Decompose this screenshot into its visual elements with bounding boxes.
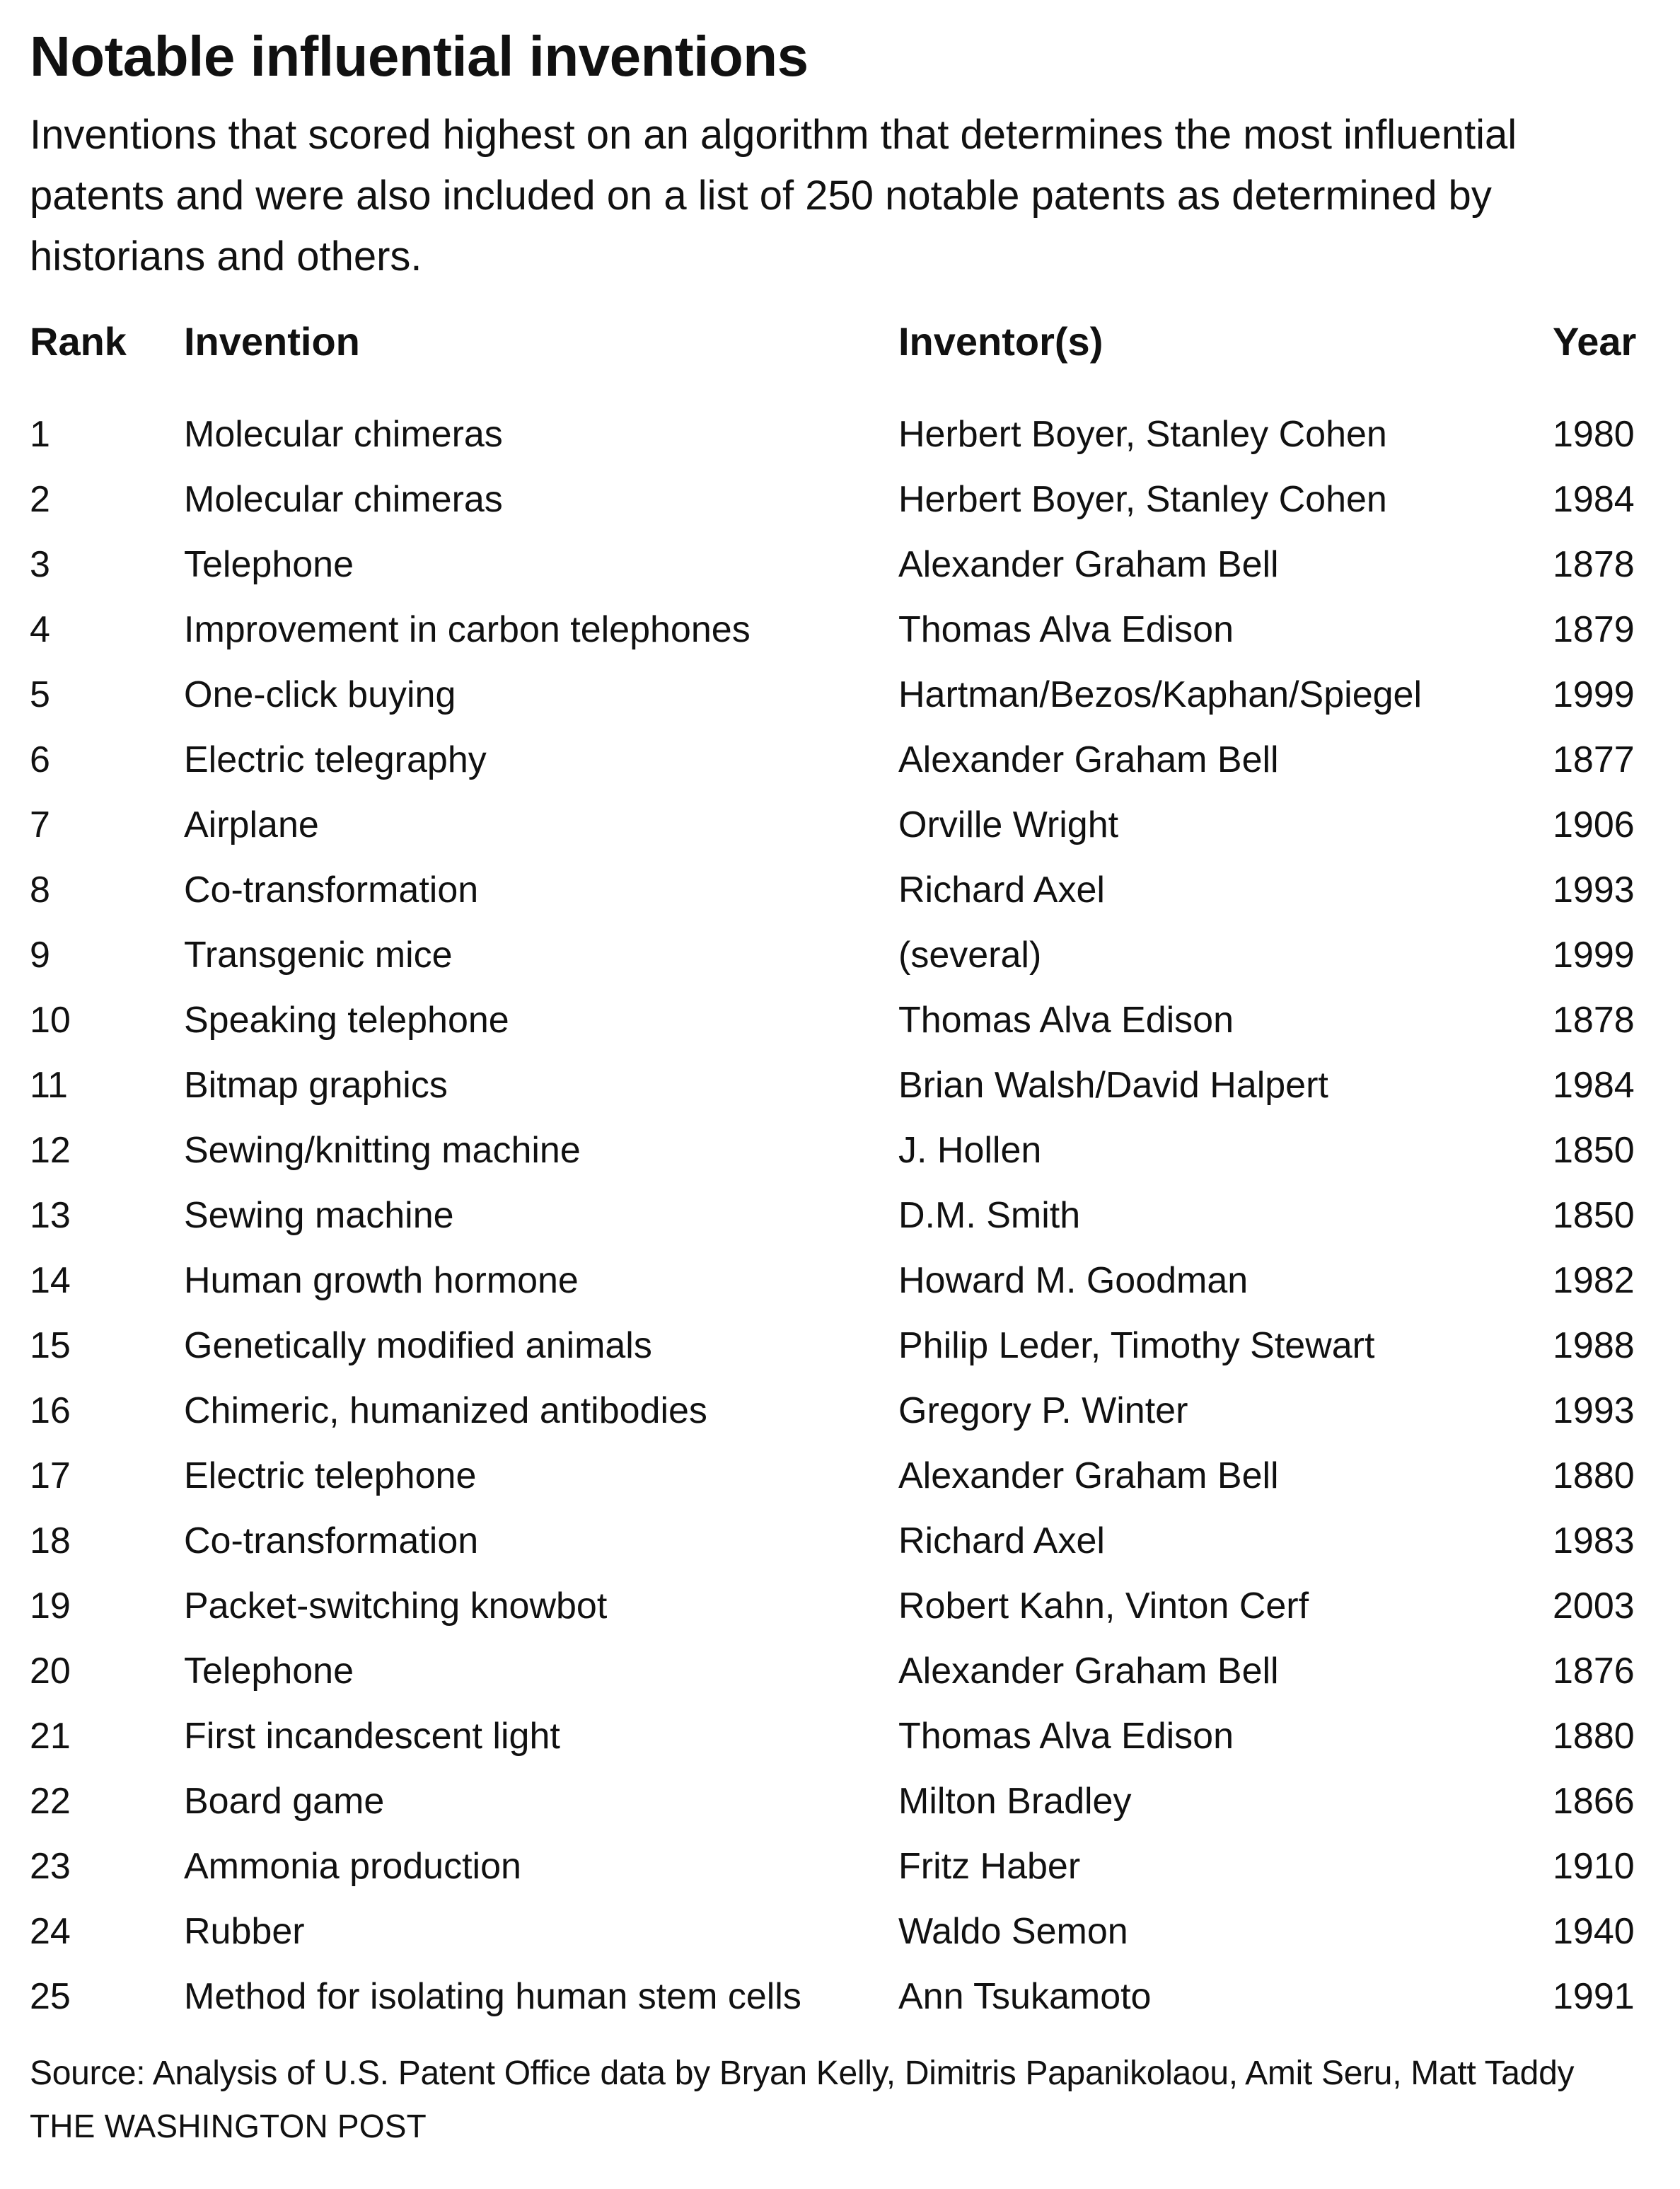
table-row: [30, 597, 1657, 662]
cell-inventors: Thomas Alva Edison: [898, 609, 1234, 650]
table-row: [30, 1118, 1657, 1183]
cell-year: 1940: [1553, 1911, 1635, 1952]
table-row: [30, 532, 1657, 597]
table-row: [30, 792, 1657, 857]
cell-invention: Molecular chimeras: [184, 479, 503, 520]
cell-rank: 13: [30, 1195, 71, 1236]
cell-rank: 17: [30, 1455, 71, 1496]
cell-rank: 6: [30, 739, 50, 780]
column-header-inventors: Inventor(s): [898, 319, 1103, 364]
cell-year: 1910: [1553, 1846, 1635, 1887]
cell-year: 1988: [1553, 1325, 1635, 1366]
cell-year: 1984: [1553, 479, 1635, 520]
cell-year: 1991: [1553, 1976, 1635, 2017]
cell-invention: Improvement in carbon telephones: [184, 609, 751, 650]
cell-year: 1876: [1553, 1651, 1635, 1692]
cell-inventors: Fritz Haber: [898, 1846, 1081, 1887]
column-header-invention: Invention: [184, 319, 360, 364]
cell-year: 1878: [1553, 1000, 1635, 1041]
cell-year: 1906: [1553, 804, 1635, 845]
inventions-table: [30, 318, 1657, 2029]
cell-rank: 24: [30, 1911, 71, 1952]
cell-invention: Chimeric, humanized antibodies: [184, 1390, 707, 1431]
cell-invention: Human growth hormone: [184, 1260, 579, 1301]
table-row: [30, 1704, 1657, 1769]
graphic-container: [30, 21, 1657, 2029]
cell-inventors: J. Hollen: [898, 1130, 1042, 1171]
cell-inventors: Howard M. Goodman: [898, 1260, 1249, 1301]
cell-rank: 12: [30, 1130, 71, 1171]
table-row: [30, 1183, 1657, 1248]
cell-year: 1866: [1553, 1781, 1635, 1822]
cell-rank: 8: [30, 870, 50, 911]
cell-inventors: Robert Kahn, Vinton Cerf: [898, 1586, 1309, 1627]
cell-invention: Genetically modified animals: [184, 1325, 652, 1366]
column-header-year: Year: [1553, 319, 1637, 364]
table-row: [30, 1378, 1657, 1443]
cell-year: 1999: [1553, 935, 1635, 976]
table-row: [30, 1443, 1657, 1508]
cell-inventors: Milton Bradley: [898, 1781, 1132, 1822]
cell-inventors: Richard Axel: [898, 870, 1105, 911]
table-row: [30, 1573, 1657, 1639]
cell-inventors: Alexander Graham Bell: [898, 739, 1279, 780]
cell-invention: Telephone: [184, 544, 354, 585]
cell-year: 1850: [1553, 1195, 1635, 1236]
cell-rank: 9: [30, 935, 50, 976]
table-header-row: [30, 318, 1657, 402]
cell-invention: Electric telegraphy: [184, 739, 487, 780]
table-row: [30, 1834, 1657, 1899]
cell-invention: Method for isolating human stem cells: [184, 1976, 801, 2017]
cell-inventors: Alexander Graham Bell: [898, 544, 1279, 585]
cell-inventors: Herbert Boyer, Stanley Cohen: [898, 479, 1387, 520]
table-row: [30, 662, 1657, 727]
table-row: [30, 1313, 1657, 1378]
cell-invention: Transgenic mice: [184, 935, 453, 976]
cell-year: 1999: [1553, 674, 1635, 715]
cell-invention: Packet-switching knowbot: [184, 1586, 608, 1627]
cell-invention: Bitmap graphics: [184, 1065, 448, 1106]
table-row: [30, 923, 1657, 988]
cell-inventors: (several): [898, 935, 1042, 976]
cell-rank: 25: [30, 1976, 71, 2017]
cell-year: 1984: [1553, 1065, 1635, 1106]
cell-rank: 18: [30, 1520, 71, 1561]
cell-invention: Sewing/knitting machine: [184, 1130, 581, 1171]
cell-rank: 22: [30, 1781, 71, 1822]
cell-rank: 11: [30, 1065, 68, 1106]
cell-inventors: Gregory P. Winter: [898, 1390, 1188, 1431]
table-row: [30, 1639, 1657, 1704]
cell-rank: 16: [30, 1390, 71, 1431]
footer: [30, 2048, 1657, 2152]
cell-inventors: Waldo Semon: [898, 1911, 1128, 1952]
cell-rank: 20: [30, 1651, 71, 1692]
table-row: [30, 857, 1657, 923]
cell-year: 1993: [1553, 870, 1635, 911]
cell-invention: Sewing machine: [184, 1195, 454, 1236]
cell-year: 1983: [1553, 1520, 1635, 1561]
cell-year: 1877: [1553, 739, 1635, 780]
cell-rank: 5: [30, 674, 50, 715]
page-title: Notable influential inventions: [30, 25, 809, 88]
cell-rank: 10: [30, 1000, 71, 1041]
cell-year: 1880: [1553, 1455, 1635, 1496]
cell-rank: 3: [30, 544, 50, 585]
table-row: [30, 467, 1657, 532]
cell-year: 1993: [1553, 1390, 1635, 1431]
cell-inventors: Philip Leder, Timothy Stewart: [898, 1325, 1375, 1366]
cell-inventors: Ann Tsukamoto: [898, 1976, 1152, 2017]
cell-year: 1878: [1553, 544, 1635, 585]
cell-rank: 15: [30, 1325, 71, 1366]
cell-rank: 14: [30, 1260, 71, 1301]
cell-rank: 19: [30, 1586, 71, 1627]
column-header-rank: Rank: [30, 319, 127, 364]
cell-invention: Co-transformation: [184, 870, 479, 911]
table-row: [30, 1769, 1657, 1834]
table-row: [30, 1053, 1657, 1118]
table-row: [30, 727, 1657, 792]
cell-invention: Airplane: [184, 804, 319, 845]
cell-inventors: Alexander Graham Bell: [898, 1455, 1279, 1496]
cell-invention: Telephone: [184, 1651, 354, 1692]
cell-invention: Molecular chimeras: [184, 414, 503, 455]
cell-inventors: Brian Walsh/David Halpert: [898, 1065, 1328, 1106]
cell-invention: Co-transformation: [184, 1520, 479, 1561]
cell-invention: Electric telephone: [184, 1455, 477, 1496]
page-subtitle: Inventions that scored highest on an algorithm that determines the most influential patents and were also included on a list of 250 notable patents as determined by historians and others.: [30, 112, 1517, 279]
table-row: [30, 1899, 1657, 1964]
cell-rank: 7: [30, 804, 50, 845]
cell-rank: 23: [30, 1846, 71, 1887]
table-row: [30, 988, 1657, 1053]
cell-year: 1879: [1553, 609, 1635, 650]
table-row: [30, 402, 1657, 467]
table-row: [30, 1508, 1657, 1573]
cell-inventors: Alexander Graham Bell: [898, 1651, 1279, 1692]
cell-rank: 1: [30, 414, 50, 455]
cell-rank: 2: [30, 479, 50, 520]
table-body: [30, 402, 1657, 2029]
table-row: [30, 1248, 1657, 1313]
table-row: [30, 1964, 1657, 2029]
cell-inventors: Thomas Alva Edison: [898, 1716, 1234, 1757]
cell-year: 1980: [1553, 414, 1635, 455]
cell-year: 1982: [1553, 1260, 1635, 1301]
cell-inventors: Thomas Alva Edison: [898, 1000, 1234, 1041]
cell-year: 1880: [1553, 1716, 1635, 1757]
cell-inventors: Orville Wright: [898, 804, 1119, 845]
cell-rank: 21: [30, 1716, 71, 1757]
cell-invention: Speaking telephone: [184, 1000, 509, 1041]
cell-year: 1850: [1553, 1130, 1635, 1171]
cell-year: 2003: [1553, 1586, 1635, 1627]
cell-inventors: Hartman/Bezos/Kaphan/Spiegel: [898, 674, 1423, 715]
publisher-credit: THE WASHINGTON POST: [30, 2108, 427, 2144]
cell-invention: One-click buying: [184, 674, 456, 715]
cell-rank: 4: [30, 609, 50, 650]
cell-invention: Ammonia production: [184, 1846, 521, 1887]
cell-inventors: Herbert Boyer, Stanley Cohen: [898, 414, 1387, 455]
cell-invention: First incandescent light: [184, 1716, 560, 1757]
cell-inventors: D.M. Smith: [898, 1195, 1081, 1236]
source-note: Source: Analysis of U.S. Patent Office data by Bryan Kelly, Dimitris Papanikolaou, Amit Seru, Matt Taddy: [30, 2055, 1575, 2092]
cell-invention: Board game: [184, 1781, 385, 1822]
cell-invention: Rubber: [184, 1911, 305, 1952]
cell-inventors: Richard Axel: [898, 1520, 1105, 1561]
